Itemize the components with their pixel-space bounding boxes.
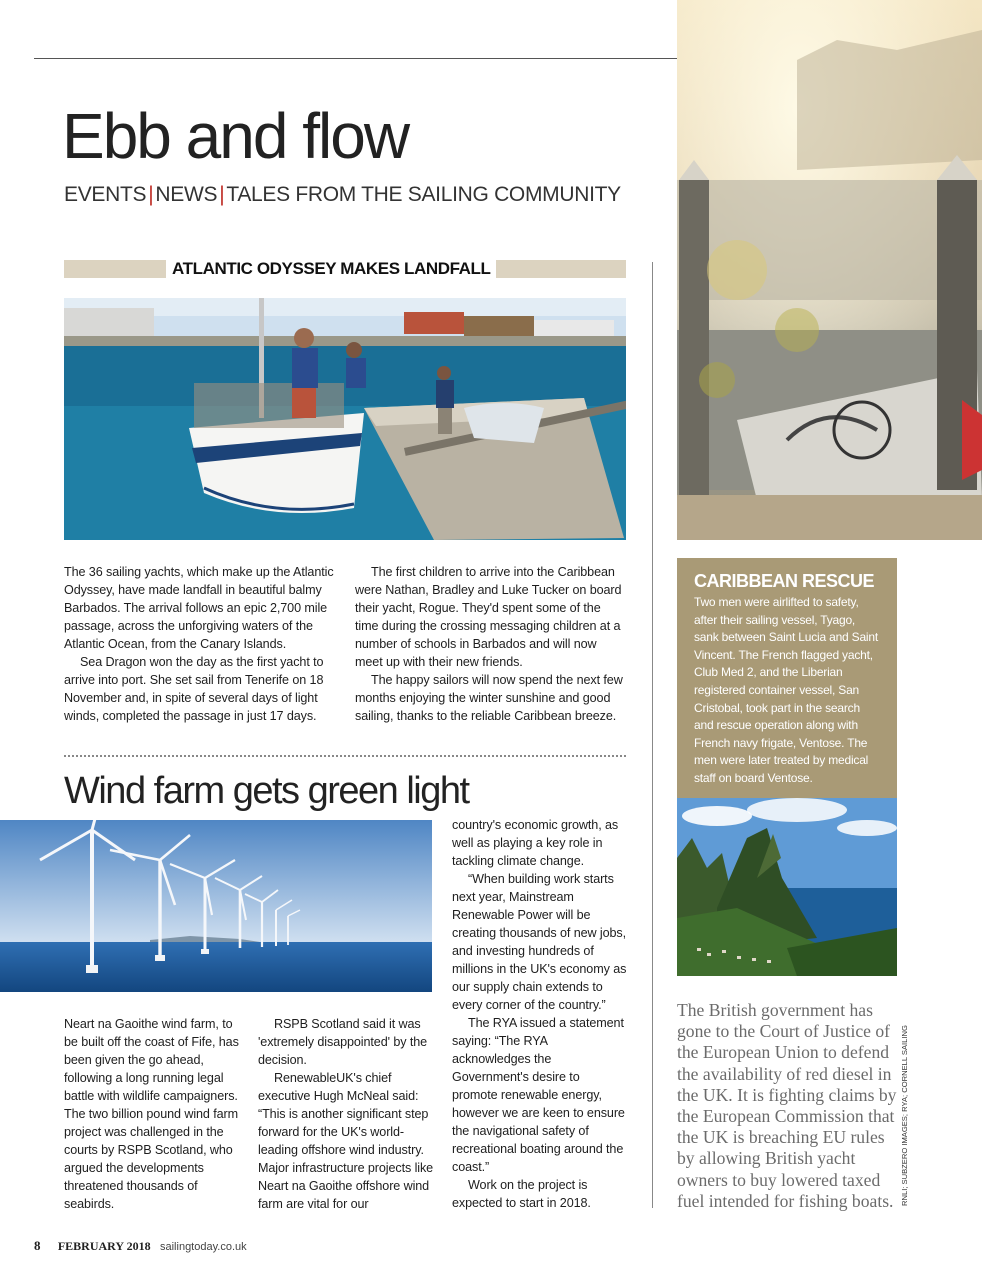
windfarm-column-2 [258,1015,438,1213]
atlantic-paragraph: The 36 sailing yachts, which make up the Atlantic Odyssey, have made landfall in beautiful balmy Barbados. The arrival follows an epic 2,700 mile passage, across the unforgiving waters of the Atlantic Ocean, from the Canary Islands. [64,565,334,651]
pull-quote: The British government has gone to the Court of Justice of the European Union to defend the availability of red diesel in the UK. It is fighting claims by the European Commission that the UK is breaching EU rules by allowing British yacht owners to buy lowered taxed fuel intended for fishing boats. [677,1000,897,1211]
column-rule [652,262,653,1208]
windfarm-paragraph: RSPB Scotland said it was 'extremely disappointed' by the decision. [258,1017,428,1067]
site-url: sailingtoday.co.uk [160,1241,247,1253]
subtitle-separator: | [219,183,225,206]
atlantic-column-2 [355,563,627,725]
windfarm-paragraph: The RYA issued a statement saying: “The RYA acknowledges the Government's desire to promote renewable energy, however we are keen to ensure the navigational safety of recreational boating around the coast.” [452,1016,625,1174]
caribbean-rescue-box [677,558,897,800]
section-divider [64,755,626,757]
photo-credit: RNLI; SUBZERO IMAGES; RYA; CORNELL SAILING [900,1025,909,1206]
subtitle-news: NEWS [155,183,218,206]
windfarm-column-3 [452,816,628,1212]
section-heading-atlantic: ATLANTIC ODYSSEY MAKES LANDFALL [166,256,496,282]
harbour-photo [677,0,982,540]
top-rule [34,58,677,59]
rescue-title: CARIBBEAN RESCUE [694,571,875,591]
windfarm-title: Wind farm gets green light [64,770,469,812]
page-footer [34,1238,247,1254]
atlantic-column-1 [64,563,340,725]
windfarm-photo [0,820,432,992]
windfarm-paragraph: Work on the project is expected to start in 2018. [452,1178,591,1210]
atlantic-paragraph: Sea Dragon won the day as the first yacht to arrive into port. She set sail from Tenerife on 18 November and, in spite of several days of light winds, completed the passage in just 17 days. [64,655,324,723]
atlantic-paragraph: The happy sailors will now spend the next few months enjoying the winter sunshine and good sailing, thanks to the reliable Caribbean breeze. [355,673,623,723]
pitons-photo [677,798,897,976]
windfarm-paragraph: RenewableUK's chief executive Hugh McNeal said: “This is another significant step forward for the UK's world-leading offshore wind industry. Major infrastructure projects like Neart na Gaoithe offshore wind farm are vital for our [258,1071,434,1211]
page-number: 8 [34,1238,41,1253]
atlantic-photo [64,298,626,540]
page-subtitle [64,183,621,207]
windfarm-paragraph: country's economic growth, as well as playing a key role in tackling climate change. [452,818,619,868]
page-title: Ebb and flow [62,100,409,172]
subtitle-tales: TALES FROM THE SAILING COMMUNITY [226,183,621,206]
subtitle-events: EVENTS [64,183,147,206]
windfarm-paragraph: “When building work starts next year, Mainstream Renewable Power will be creating thousands of new jobs, and investing hundreds of millions in the UK's economy as our supply chain extends to every corner of the country.” [452,872,627,1012]
windfarm-paragraph: Neart na Gaoithe wind farm, to be built off the coast of Fife, has been given the go ahead, following a long running legal battle with wildlife campaigners. The two billion pound wind farm project was challenged in the courts by RSPB Scotland, who argued the developments threatened thousands of seabirds. [64,1017,239,1211]
windfarm-column-1 [64,1015,246,1213]
issue-month: FEBRUARY 2018 [57,1239,151,1253]
rescue-text: Two men were airlifted to safety, after their sailing vessel, Tyago, sank between Saint Lucia and Saint Vincent. The French flagged yacht, Club Med 2, and the Liberian registered container vessel, San Cristobal, took part in the search and rescue operation along with French navy frigate, Ventose. The men were later treated by medical staff on board Ventose. [694,595,878,785]
atlantic-paragraph: The first children to arrive into the Caribbean were Nathan, Bradley and Luke Tucker on board their yacht, Rogue. They'd spent some of the time during the crossing messaging children at a number of schools in Barbados and will now meet up with their new friends. [355,565,622,669]
subtitle-separator: | [148,183,154,206]
